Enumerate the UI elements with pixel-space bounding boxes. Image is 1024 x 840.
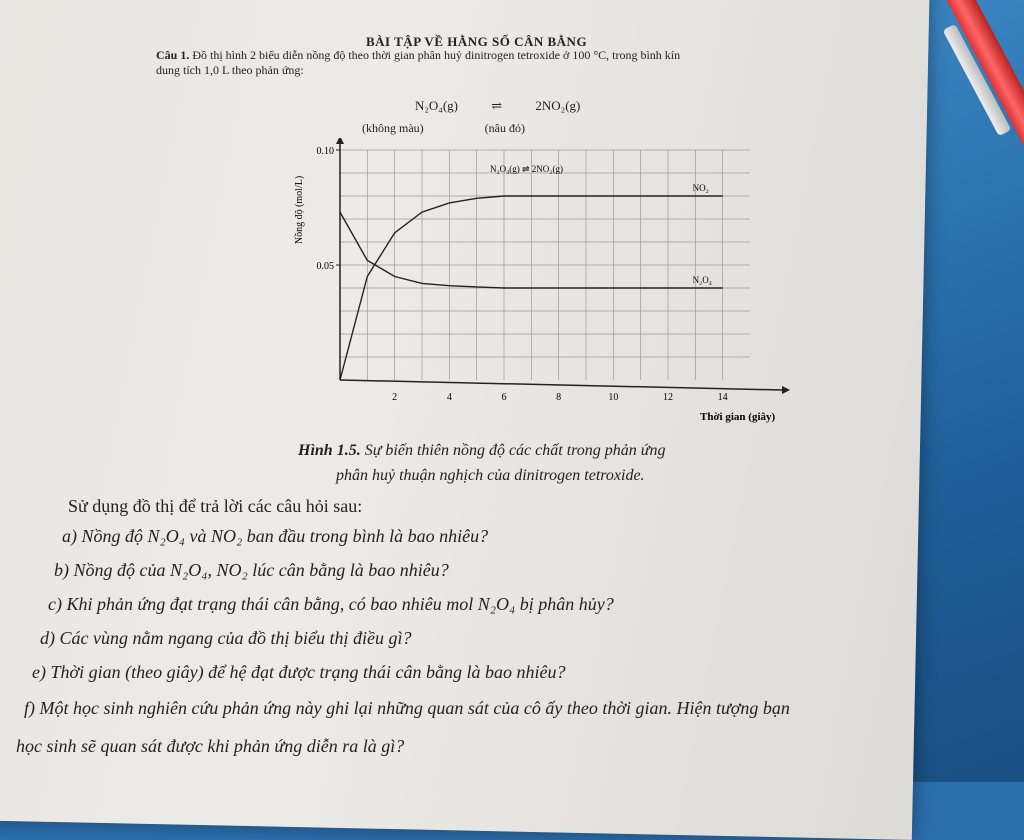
x-axis-arrow [782,386,790,394]
x-tick-label: 8 [556,392,562,403]
series-label: N₂O₄ [692,275,712,285]
tick-labels [317,146,728,403]
reaction-colors [362,121,583,136]
question-1-text: Đồ thị hình 2 biểu diễn nồng độ theo thời gian phân huỷ dinitrogen tetroxide ở 100 °C, trong bình kín [192,48,681,62]
x-tick-label: 4 [446,392,452,403]
x-tick-label: 2 [392,392,398,403]
figure-caption-line-1: Sự biến thiên nồng độ các chất trong phản ứng [364,442,666,459]
x-tick-label: 10 [608,392,619,403]
y-tick-label: 0.10 [316,146,334,157]
question-e: e) Thời gian (theo giây) để hệ đạt được trạng thái cân bằng là bao nhiêu? [32,662,566,682]
x-tick-label: 14 [717,392,728,403]
product: 2NO₂(g) [535,98,581,113]
reactant: N₂O₄(g) [415,98,458,113]
reactant-color: (không màu) [362,121,424,135]
question-d: d) Các vùng nằm ngang của đồ thị biểu thị điều gì? [40,628,412,648]
series-label: NO₂ [692,183,709,193]
question-1-label: Câu 1. [156,48,190,62]
questions-intro: Sử dụng đồ thị để trả lời các câu hỏi sau: [68,496,363,516]
y-tick-label: 0.05 [316,261,334,272]
x-axis [340,380,782,390]
x-tick-label: 12 [663,392,673,403]
y-axis-arrow [336,138,344,144]
product-color: (nâu đỏ) [484,121,525,135]
concentration-chart [290,138,790,428]
reaction-equation [415,98,580,114]
question-b: b) Nồng độ của N₂O₄, NO₂ lúc cân bằng là bao nhiêu? [54,560,449,580]
chart-grid [340,150,750,380]
page-title: BÀI TẬP VỀ HẰNG SỐ CÂN BẰNG [366,34,588,49]
figure-caption [298,442,666,460]
equilibrium-arrow: ⇌ [491,98,503,113]
x-axis-label: Thời gian (giây) [700,411,776,423]
x-tick-label: 6 [501,392,507,403]
chart-title: N₂O₄(g) ⇌ 2NO₂(g) [490,164,563,174]
figure-caption-line-2: phân huỷ thuận nghịch của dinitrogen tetroxide. [336,467,645,484]
y-axis-label: Nồng độ (mol/L) [294,175,305,245]
question-1 [156,48,856,78]
question-f: f) Một học sinh nghiên cứu phản ứng này ghi lại những quan sát của cô ấy theo thời gian. Hiện tượng bạn [24,698,790,718]
question-1-text-2: dung tích 1,0 L theo phản ứng: [156,63,304,77]
figure-label: Hình 1.5. [298,442,361,459]
question-a: a) Nồng độ N₂O₄ và NO₂ ban đầu trong bình là bao nhiêu? [62,526,489,546]
question-c: c) Khi phản ứng đạt trạng thái cân bằng, có bao nhiêu mol N₂O₄ bị phân hủy? [48,594,614,614]
question-f-line-2: học sinh sẽ quan sát được khi phản ứng diễn ra là gì? [16,736,405,756]
